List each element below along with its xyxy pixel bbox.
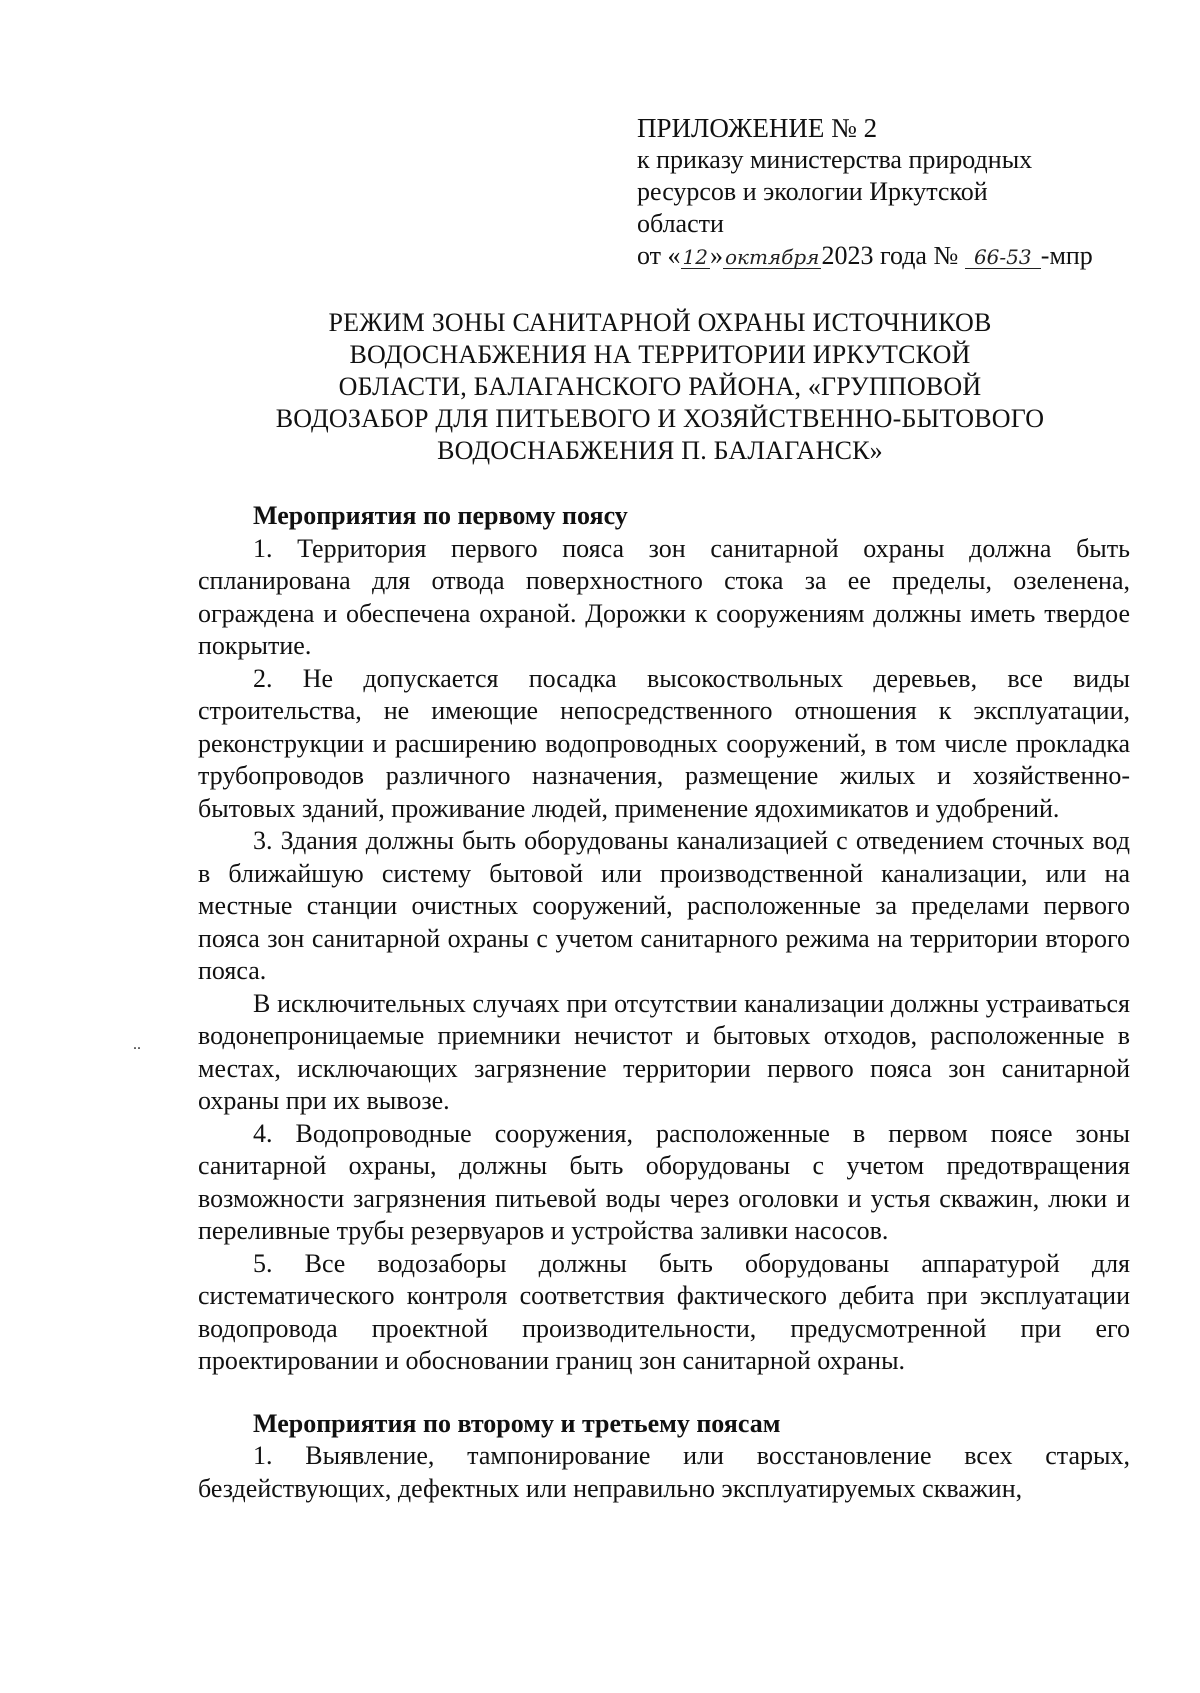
date-prefix: от « — [637, 241, 681, 270]
scan-artifact-mark: .. — [133, 1036, 141, 1053]
appendix-line-3: области — [637, 209, 724, 238]
appendix-block — [637, 112, 1137, 272]
appendix-line-2: ресурсов и экологии Иркутской — [637, 177, 988, 206]
appendix-title: ПРИЛОЖЕНИЕ № 2 — [637, 113, 878, 143]
handwritten-day: 12 — [682, 245, 708, 269]
date-day-close: » — [709, 241, 723, 270]
date-year: 2023 года № — [821, 241, 959, 270]
order-suffix: -мпр — [1040, 241, 1093, 270]
heading-line-2: ВОДОСНАБЖЕНИЯ НА ТЕРРИТОРИИ ИРКУТСКОЙ — [349, 340, 971, 369]
paragraph-2-1: 1. Выявление, тампонирование или восстановление всех старых, бездействующих, дефектных или неправильно эксплуатируемых скважин, — [198, 1441, 1130, 1503]
handwritten-month: октября — [724, 245, 820, 269]
appendix-date-line — [637, 240, 1137, 272]
paragraph-1-2: 2. Не допускается посадка высокоствольных деревьев, все виды строительства, не имеющие непосредственного отношения к эксплуатации, реконструкции и расширению водопроводных сооружений, в том числе прокладка трубопроводов различного назначения, размещение жилых и хозяйственно-бытовых зданий, проживание людей, применение ядохимикатов и удобрений. — [198, 663, 1130, 823]
appendix-line-1: к приказу министерства природных — [637, 145, 1033, 174]
paragraph-1-3-exception: В исключительных случаях при отсутствии канализации должны устраиваться водонепроницаемые приемники нечистот и бытовых отходов, расположенные в местах, исключающих загрязнение территории первого пояса зон санитарной охраны при их вывозе. — [198, 988, 1130, 1115]
handwritten-order-number: 66-53 — [965, 246, 1041, 269]
paragraph-1-4: 4. Водопроводные сооружения, расположенные в первом поясе зоны санитарной охраны, должны быть оборудованы с учетом предотвращения возможности загрязнения питьевой воды через оголовки и устья скважин, люки и переливные трубы резервуаров и устройства заливки насосов. — [198, 1118, 1130, 1245]
document-body — [198, 500, 1130, 1505]
heading-line-5: ВОДОСНАБЖЕНИЯ П. БАЛАГАНСК» — [437, 436, 883, 465]
document-heading — [200, 307, 1120, 467]
heading-line-1: РЕЖИМ ЗОНЫ САНИТАРНОЙ ОХРАНЫ ИСТОЧНИКОВ — [328, 308, 992, 337]
section-title-first-zone: Мероприятия по первому поясу — [253, 501, 628, 530]
section-title-second-third-zones: Мероприятия по второму и третьему поясам — [253, 1408, 781, 1438]
paragraph-1-1: 1. Территория первого пояса зон санитарной охраны должна быть спланирована для отвода поверхностного стока за ее пределы, озеленена, ограждена и обеспечена охраной. Дорожки к сооружениям должны иметь твердое покрытие. — [198, 533, 1130, 660]
heading-line-4: ВОДОЗАБОР ДЛЯ ПИТЬЕВОГО И ХОЗЯЙСТВЕННО-БЫТОВОГО — [275, 404, 1045, 433]
paragraph-1-5: 5. Все водозаборы должны быть оборудованы аппаратурой для систематического контроля соответствия фактического дебита при эксплуатации водопровода проектной производительности, предусмотренной при его проектировании и обосновании границ зон санитарной охраны. — [198, 1248, 1130, 1375]
heading-line-3: ОБЛАСТИ, БАЛАГАНСКОГО РАЙОНА, «ГРУППОВОЙ — [338, 372, 982, 401]
paragraph-1-3: 3. Здания должны быть оборудованы канализацией с отведением сточных вод в ближайшую систему бытовой или производственной канализации, или на местные станции очистных сооружений, расположенные за пределами первого пояса зон санитарной охраны с учетом санитарного режима на территории второго пояса. — [198, 826, 1130, 985]
